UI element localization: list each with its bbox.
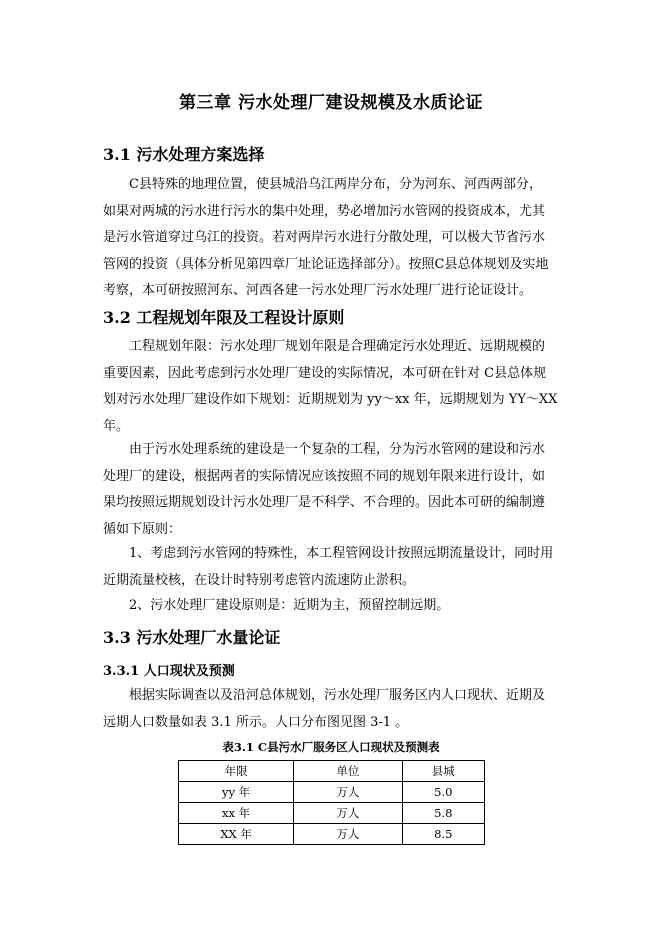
table-cell: 5.0 bbox=[402, 782, 484, 803]
section-3-2-heading: 3.2 工程规划年限及工程设计原则 bbox=[103, 308, 345, 327]
table-row bbox=[179, 782, 485, 803]
section-3-2-paragraph-2 bbox=[103, 437, 563, 543]
text-line: 如果对两城的污水进行污水的集中处理，势必增加污水管网的投资成本，尤其 bbox=[103, 203, 546, 219]
section-3-3-1-paragraph bbox=[103, 683, 563, 736]
section-3-2-paragraph-4 bbox=[103, 593, 563, 620]
table-cell: yy 年 bbox=[179, 782, 294, 803]
text-line: 远期人口数量如表 3.1 所示。人口分布图见图 3-1 。 bbox=[103, 714, 409, 730]
section-3-3-1-heading: 3.3.1 人口现状及预测 bbox=[103, 664, 235, 679]
text-line: 果均按照远期规划设计污水处理厂是不科学、不合理的。因此本可研的编制遵 bbox=[103, 495, 546, 510]
text-line: 工程规划年限：污水处理厂规划年限是合理确定污水处理近、远期规模的 bbox=[129, 339, 546, 354]
chapter-title: 第三章 污水处理厂建设规模及水质论证 bbox=[179, 93, 483, 113]
text-line: 管网的投资（具体分析见第四章厂址论证选择部分）。按照C县总体规划及实地 bbox=[103, 256, 549, 272]
table-header-row bbox=[179, 761, 485, 782]
table-row bbox=[179, 803, 485, 824]
table-caption: 表3.1 C县污水厂服务区人口现状及预测表 bbox=[222, 740, 440, 754]
table-cell: 5.8 bbox=[402, 803, 484, 824]
text-line: C县特殊的地理位置，使县城沿乌江两岸分布，分为河东、河西两部分， bbox=[129, 177, 542, 192]
text-line: 考察，本可研按照河东、河西各建一污水处理厂污水处理厂进行论证设计。 bbox=[103, 283, 533, 298]
text-line: 划对污水处理厂建设作如下规划：近期规划为 yy～xx 年，远期规划为 YY～XX bbox=[103, 392, 558, 407]
section-3-2-paragraph-1 bbox=[103, 334, 563, 440]
table-cell: xx 年 bbox=[179, 803, 294, 824]
text-line: 近期流量校核，在设计时特别考虑管内流速防止淤积。 bbox=[103, 572, 416, 588]
table-cell: 万人 bbox=[294, 782, 402, 803]
text-line: 根据实际调查以及沿河总体规划，污水处理厂服务区内人口现状、近期及 bbox=[129, 688, 546, 703]
text-line: 1、考虑到污水管网的特殊性，本工程管网设计按照远期流量设计，同时用 bbox=[129, 546, 554, 561]
table-header-cell: 年限 bbox=[179, 761, 294, 782]
text-line: 由于污水处理系统的建设是一个复杂的工程，分为污水管网的建设和污水 bbox=[129, 442, 546, 457]
table-cell: 8.5 bbox=[402, 824, 484, 845]
table-header-cell: 县城 bbox=[402, 761, 484, 782]
text-line: 处理厂的建设，根据两者的实际情况应该按照不同的规划年限来进行设计，如 bbox=[103, 468, 546, 484]
text-line: 2、污水处理厂建设原则是：近期为主，预留控制远期。 bbox=[129, 598, 450, 613]
section-3-3-heading: 3.3 污水处理厂水量论证 bbox=[103, 628, 281, 647]
table-cell: 万人 bbox=[294, 824, 402, 845]
section-3-1-paragraph bbox=[103, 172, 563, 305]
section-3-2-paragraph-3 bbox=[103, 541, 563, 594]
table-cell: XX 年 bbox=[179, 824, 294, 845]
section-3-1-heading: 3.1 污水处理方案选择 bbox=[103, 145, 265, 164]
text-line: 循如下原则： bbox=[103, 521, 182, 537]
population-table bbox=[178, 760, 485, 845]
table-header-cell: 单位 bbox=[294, 761, 402, 782]
text-line: 重要因素，因此考虑到污水处理厂建设的实际情况，本可研在针对 C县总体规 bbox=[103, 365, 547, 381]
text-line: 是污水管道穿过乌江的投资。若对两岸污水进行分散处理，可以极大节省污水 bbox=[103, 230, 546, 245]
table-cell: 万人 bbox=[294, 803, 402, 824]
table-row bbox=[179, 824, 485, 845]
text-line: 年。 bbox=[103, 418, 130, 434]
